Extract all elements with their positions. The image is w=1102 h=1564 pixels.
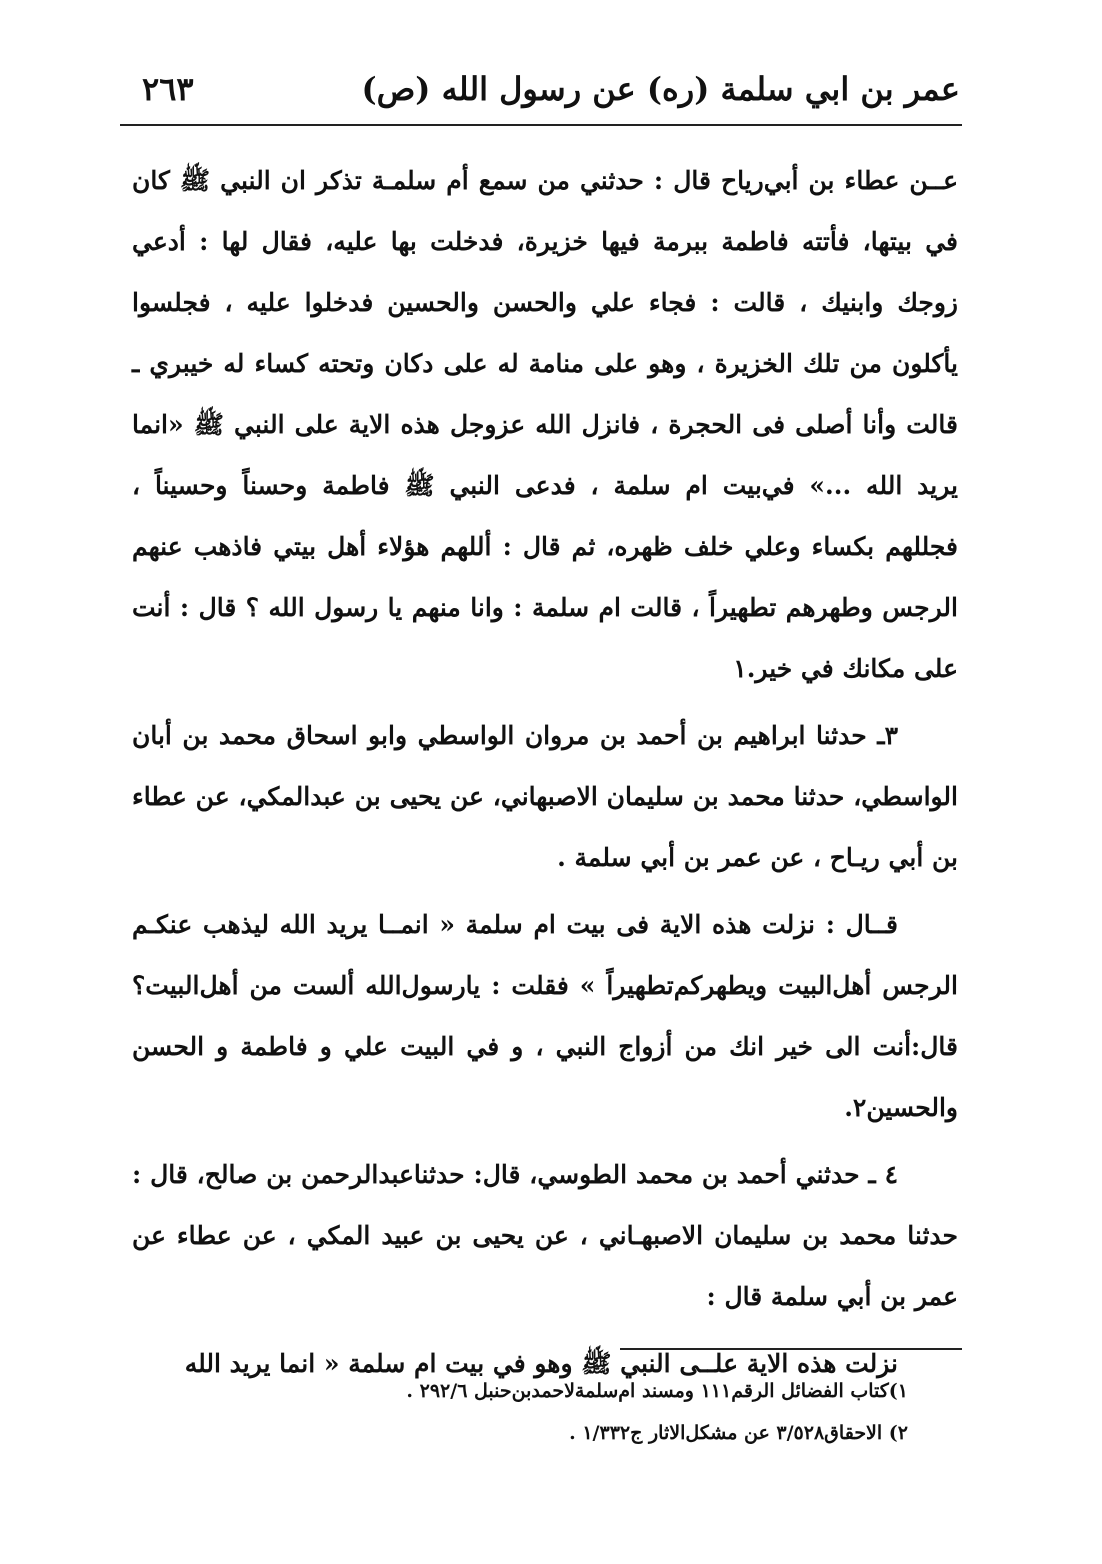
footnote-1: ١)كتاب الفضائل الرقم١١١ ومسند ام‌سلمةلاحمدبن‌حنبل ٢٩٢/٦ . [406,1380,908,1402]
running-title: عمر بن ابي سلمة (ره) عن رسول الله (ص) [361,70,960,108]
paragraph-5: نزلت هذه الاية علــى النبي ﷺ وهو في بيت ام سلمة « انما يريد الله [184,1349,898,1378]
footnote-2: ٢) الاحقاق٣/٥٢٨ عن مشكل‌الاثار ج١/٣٣٢ . [569,1422,908,1444]
header-divider [120,124,962,126]
main-text [132,150,958,1400]
paragraph-2: ٣ـ حدثنا ابراهيم بن أحمد بن مروان الواسطي وابو اسحاق محمد بن أبان الواسطي، حدثنا محمد بن سليمان الاصبهاني، عن يحيى بن عبدالمكي، عن عطاء بن أبي ريـاح ، عن عمر بن أبي سلمة . [132,721,958,872]
paragraph-3: قــال : نزلت هذه الاية فى بيت ام سلمة « انمــا يريد الله ليذهب عنكـم الرجس أهل‌البيت ويطهركم‌تطهيراً » فقلت : يارسول‌الله ألست من أهل‌البيت؟ قال:أنت الى خير انك من أزواج النبي ، و في البيت علي و فاطمة و الحسن والحسين٢. [132,910,958,1122]
paragraph-4: ٤ ـ حدثني أحمد بن محمد الطوسي، قال: حدثناعبدالرحمن بن صالح، قال : حدثنا محمد بن سليمان الاصبهـاني ، عن يحيى بن عبيد المكي ، عن عطاء عن عمر بن أبي سلمة قال : [132,1160,958,1311]
page-number: ٢٦٣ [142,70,194,108]
footnotes [180,1370,908,1454]
paragraph-1: عــن عطاء بن أبي‌رياح قال : حدثني من سمع أم سلمـة تذكر ان النبي ﷺ كان في بيتها، فأتته فاطمة ببرمة فيها خزيرة، فدخلت بها عليه، فقال لها : أدعي زوجك وابنيك ، قالت : فجاء علي والحسن والحسين فدخلوا عليه ، فجلسوا يأكلون من تلك الخزيرة ، وهو على منامة له على دكان وتحته كساء له خيبري ـ قالت وأنا أصلى فى الحجرة ، فانزل الله عزوجل هذه الاية على النبي ﷺ «انما يريد الله ...» في‌بيت ام سلمة ، فدعى النبي ﷺ فاطمة وحسناً وحسيناً ، فجللهم بكساء وعلي خلف ظهره، ثم قال : أللهم هؤلاء أهل بيتي فاذهب عنهم الرجس وطهرهم تطهيراً ، قالت ام سلمة : وانا منهم يا رسول الله ؟ قال : أنت على مكانك في خير.١ [132,166,958,683]
footnote-divider [620,1348,962,1350]
running-header [120,62,960,122]
